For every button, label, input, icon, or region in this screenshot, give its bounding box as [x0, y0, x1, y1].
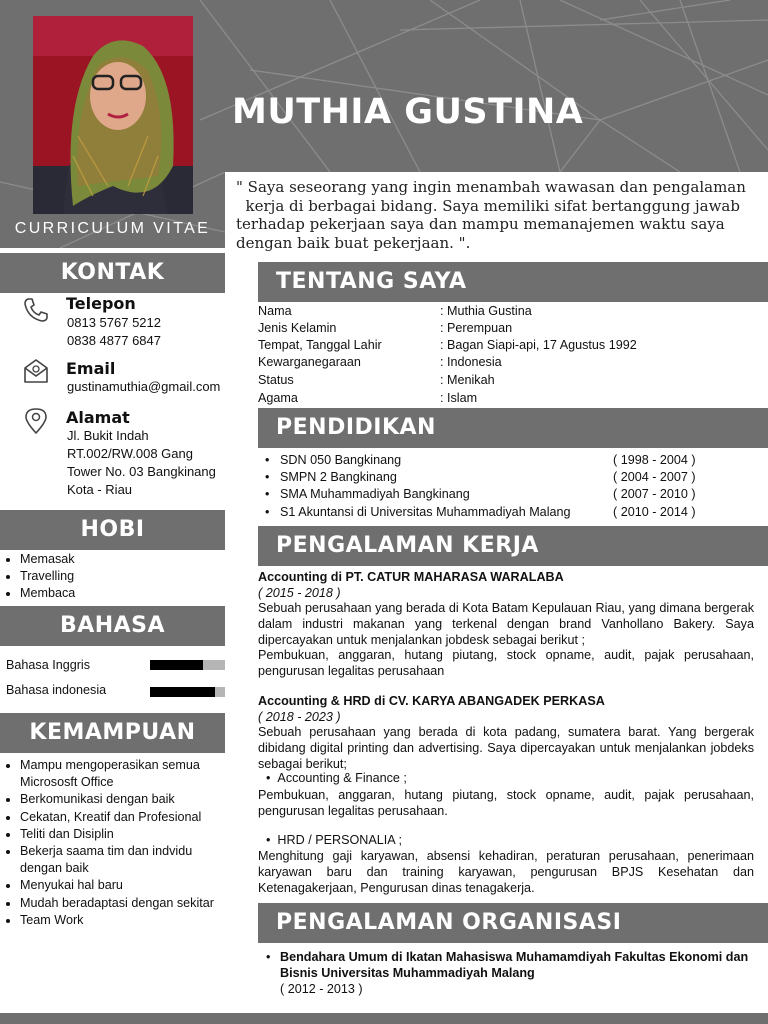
- job-title: Accounting di PT. CATUR MAHARASA WARALABA: [258, 570, 564, 584]
- about-value: : Perempuan: [440, 321, 513, 335]
- about-row: [258, 304, 758, 321]
- language-level-fill: [150, 660, 203, 670]
- alamat-title: Alamat: [66, 408, 130, 427]
- footer-bar: [0, 1013, 768, 1024]
- list-item: • Memasak: [20, 551, 220, 568]
- bullet: •: [266, 950, 271, 964]
- address-line: RT.002/RW.008 Gang: [67, 446, 193, 461]
- school-years: ( 1998 - 2004 ): [613, 453, 696, 467]
- list-item: • Berkomunikasi dengan baik: [20, 791, 220, 808]
- list-item: • Membaca: [20, 585, 220, 602]
- about-row: [258, 355, 758, 372]
- language-level-fill: [150, 687, 215, 697]
- job-tasks: Menghitung gaji karyawan, absensi kehadiran, peraturan perusahaan, penerimaan karyawan baru dan training karyawan, pengurusan BPJS Kesehatan dan Ketenagakerjaan, Pengurusan dinas tenagakerja.: [258, 849, 754, 895]
- list-item: • Teliti dan Disiplin: [20, 826, 220, 843]
- about-row: [258, 338, 758, 355]
- bullet: •: [265, 453, 270, 467]
- school-years: ( 2004 - 2007 ): [613, 470, 696, 484]
- job-role: • HRD / PERSONALIA ;: [266, 833, 402, 847]
- school-name: SDN 050 Bangkinang: [280, 453, 402, 467]
- candidate-name: MUTHIA GUSTINA: [232, 92, 584, 132]
- kontak-heading: KONTAK: [0, 253, 225, 293]
- phone-number: 0813 5767 5212: [67, 315, 161, 330]
- list-item: • Bekerja saama tim dan indvidu dengan baik: [20, 843, 220, 877]
- telepon-title: Telepon: [66, 294, 136, 313]
- school-name: S1 Akuntansi di Universitas Muhammadiyah Malang: [280, 505, 571, 519]
- list-item: • Menyukai hal baru: [20, 877, 220, 894]
- curriculum-vitae-label: CURRICULUM VITAE: [14, 220, 211, 237]
- bullet: •: [265, 505, 270, 519]
- school-years: ( 2010 - 2014 ): [613, 505, 696, 519]
- job-period: ( 2015 - 2018 ): [258, 586, 341, 600]
- list-item: • Mampu mengoperasikan semua Micrososft Office: [20, 757, 220, 791]
- language-label: Bahasa Inggris: [6, 658, 91, 672]
- language-label: Bahasa indonesia: [6, 683, 107, 697]
- job-role-label: HRD / PERSONALIA ;: [277, 833, 402, 847]
- address-line: Jl. Bukit Indah: [67, 428, 149, 443]
- email-icon: [22, 357, 50, 385]
- about-row: [258, 321, 758, 338]
- school-name: SMA Muhammadiyah Bangkinang: [280, 487, 470, 501]
- quote-line: kerja di berbagai bidang. Saya memiliki sifat bertanggung jawab: [236, 196, 740, 215]
- job-description: Sebuah perusahaan yang berada di Kota Batam Kepulauan Riau, yang dimana bergerak dalam industri makanan yang terkenal dengan brand Vanhollano Bakery. Saya dipercayakan untuk menjalankan jobdesk sebagai berikut ;: [258, 601, 754, 647]
- about-key: Kewarganegaraan: [258, 355, 361, 369]
- quote-line: dengan baik buat pekerjaan. ".: [236, 233, 471, 252]
- about-value: : Menikah: [440, 373, 495, 387]
- job-role: • Accounting & Finance ;: [266, 771, 407, 785]
- hobi-heading: HOBI: [0, 510, 225, 550]
- language-level-bar: [150, 660, 225, 670]
- bahasa-heading: BAHASA: [0, 606, 225, 646]
- about-key: Nama: [258, 304, 292, 318]
- job-title: Accounting & HRD di CV. KARYA ABANGADEK PERKASA: [258, 694, 605, 708]
- kemampuan-heading: KEMAMPUAN: [0, 713, 225, 753]
- hobi-list: [20, 551, 220, 603]
- about-key: Tempat, Tanggal Lahir: [258, 338, 382, 352]
- organisation-period: ( 2012 - 2013 ): [280, 982, 363, 996]
- school-years: ( 2007 - 2010 ): [613, 487, 696, 501]
- job-tasks: Pembukuan, anggaran, hutang piutang, stock opname, audit, pajak perusahaan, pengurusan legalitas perusahaan: [258, 648, 754, 678]
- summary-quote: [236, 178, 756, 252]
- quote-line: " Saya seseorang yang ingin menambah wawasan dan pengalaman: [236, 178, 746, 196]
- kemampuan-list: [20, 757, 220, 929]
- about-row: [258, 391, 758, 408]
- list-item: • Mudah beradaptasi dengan sekitar: [20, 895, 220, 912]
- phone-number: 0838 4877 6847: [67, 333, 161, 348]
- job-description: Sebuah perusahaan yang berada di kota padang, sumatera barat. Yang bergerak dibidang digital printing dan advertising. Saya dipercayakan untuk menjalankan jobdeks sebagai berikut;: [258, 725, 754, 771]
- profile-photo: [33, 16, 193, 214]
- bullet: •: [265, 470, 270, 484]
- about-key: Jenis Kelamin: [258, 321, 337, 335]
- pengalaman-organisasi-heading: PENGALAMAN ORGANISASI: [258, 903, 768, 943]
- about-value: : Islam: [440, 391, 478, 405]
- bullet: •: [265, 487, 270, 501]
- about-key: Status: [258, 373, 294, 387]
- about-value: : Bagan Siapi-api, 17 Agustus 1992: [440, 338, 637, 352]
- education-row: [265, 470, 735, 487]
- pengalaman-kerja-heading: PENGALAMAN KERJA: [258, 526, 768, 566]
- school-name: SMPN 2 Bangkinang: [280, 470, 397, 484]
- email-address: gustinamuthia@gmail.com: [67, 379, 221, 394]
- address-line: Kota - Riau: [67, 482, 133, 497]
- organisation-title: Bendahara Umum di Ikatan Mahasiswa Muhamamdiyah Fakultas Ekonomi dan Bisnis Universitas Muhammadiyah Malang: [280, 950, 749, 980]
- job-period: ( 2018 - 2023 ): [258, 710, 341, 724]
- list-item: • Team Work: [20, 912, 220, 929]
- quote-line: terhadap pekerjaan saya dan mampu memanajemen waktu saya: [236, 215, 725, 233]
- location-pin-icon: [22, 407, 50, 435]
- education-row: [265, 505, 735, 522]
- about-value: : Muthia Gustina: [440, 304, 532, 318]
- about-row: [258, 373, 758, 390]
- pendidikan-heading: PENDIDIKAN: [258, 408, 768, 448]
- email-title: Email: [66, 359, 116, 378]
- list-item: • Travelling: [20, 568, 220, 585]
- education-row: [265, 453, 735, 470]
- job-role-label: Accounting & Finance ;: [277, 771, 407, 785]
- job-tasks: Pembukuan, anggaran, hutang piutang, stock opname, audit, pajak perusahaan, pengurusan legalitas perusahaan.: [258, 788, 754, 818]
- list-item: • Cekatan, Kreatif dan Profesional: [20, 809, 220, 826]
- about-value: : Indonesia: [440, 355, 502, 369]
- phone-icon: [22, 296, 50, 324]
- address-line: Tower No. 03 Bangkinang: [67, 464, 216, 479]
- education-row: [265, 487, 735, 504]
- about-key: Agama: [258, 391, 298, 405]
- language-level-bar: [150, 687, 225, 697]
- tentang-saya-heading: TENTANG SAYA: [258, 262, 768, 302]
